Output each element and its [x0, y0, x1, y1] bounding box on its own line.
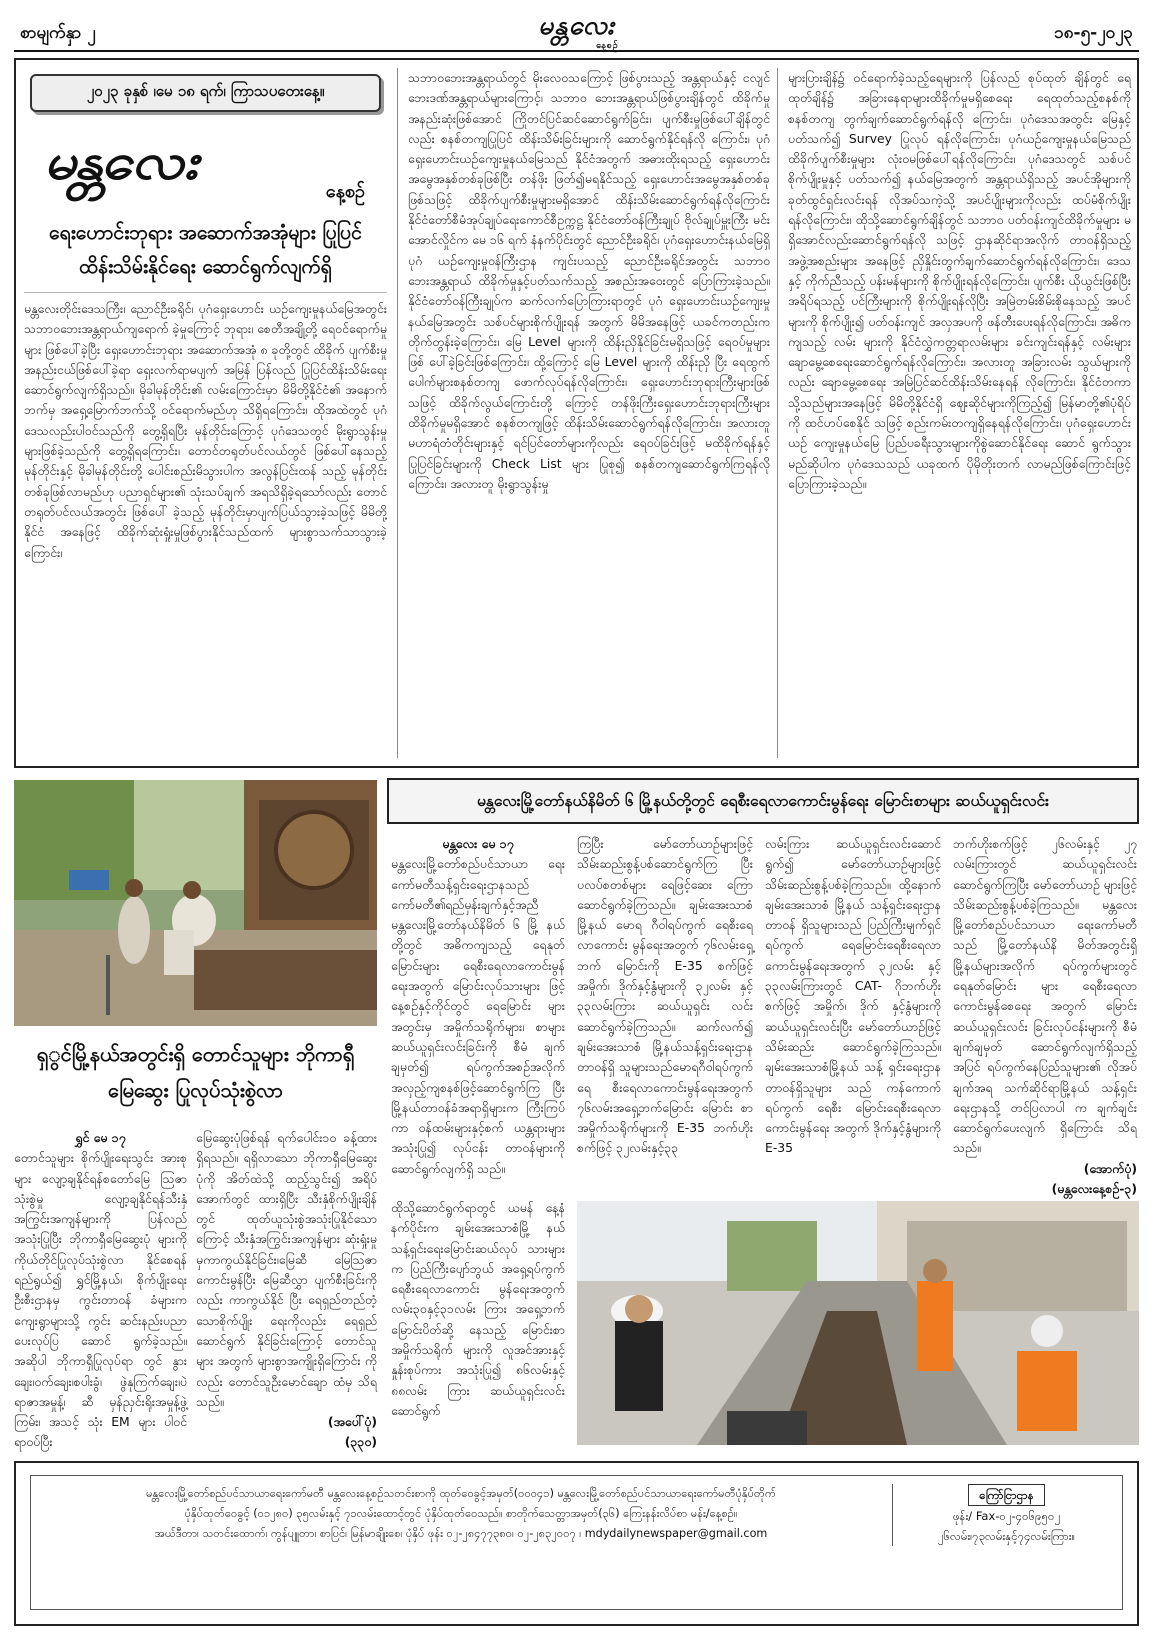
page-header: [14, 8, 1139, 52]
advertising-phone: ဖုန်း/ Fax-၀၂-၄၀၆၉၅၀၂: [952, 1509, 1061, 1523]
drain-story-text-col1: မန္တလေးမြို့တော်စည်ပင်သာယာ ရေးကော်မတီသန့်ရှင်းရေးဌာနသည် ကော်မတီ၏ရည်မှန်းချက်နှင့်အညီ မန္တလေးမြို့တော်နယ်နိမိတ် ၆ မြို့ နယ်တို့တွင် အဓိကကျသည့် ရေနုတ် မြောင်းများ ရေစီးရေလာကောင်းမွန် ရေးအတွက် မြောင်းလုပ်သားများ ဖြင့် နေ့စဉ်နှင့်ကိုင်တွင် ရေမြောင်း များအတွင်းမှ အမှိုက်သရိုက်များ၊ စာများ ဆယ်ယူရှင်းလင်းခြင်းကို စီမံ ချက်ချမှတ်၍ ရပ်ကွက်အစဉ်အလိုက် အလှည့်ကျစနစ်ဖြင့်ဆောင်ရွက်ကြ ပြီး မြို့နယ်တာဝန်ခံအရာရှိများက ကြီးကြပ်ကာ ဝန်ထမ်းများနှင့်စက် ယန္တရားများအသုံးပြု၍ လုပ်ငန်း တာဝန်များကို ဆောင်ရွက်လျက်ရှိ သည်။: [391, 856, 565, 1176]
top-story-text-col1: မန္တလေးတိုင်းဒေသကြီး၊ ညောင်ဦးခရိုင်၊ ပုဂံရှေးဟောင်း ယဉ်ကျေးမှုနယ်မြေအတွင်း သဘာဝဘေးအန္တရာယ်ကျရောက် ခဲ့မှုကြောင့် ဘုရား၊ စေတီအချို့တို့ ရေဝင်ရောက်မှုများ ဖြစ်ပေါ်ခဲ့ပြီး ရှေးဟောင်းဘုရား အဆောက်အအုံ ၈ ခုတို့တွင် ထိခိုက် ပျက်စီးမှု အနည်းငယ်ဖြစ်ပေါ်ခဲ့ရာ ရှေးလက်ရာမပျက် အမြန် ပြန်လည် ပြုပြင်ထိန်းသိမ်းရေး ဆောင်ရွက်လျက်ရှိသည်။ မိုခါမုန်တိုင်း၏ လမ်းကြောင်းမှာ မိမိတို့နိုင်ငံ၏ အနောက် ဘက်မှ အရှေ့မြောက်ဘက်သို့ ဝင်ရောက်မည်ဟု သိရှိရကြောင်း၊ ထိုအထဲတွင် ပုဂံဒေသလည်းပါဝင်သည်ကို တွေ့ရှိရပြီး မုန်တိုင်းကြောင့် ပုဂံဒေသတွင် မိုးရွာသွန်းမှုများဖြစ်ခဲ့သည်ကို တွေ့ရှိရကြောင်း၊ တောင်တရုတ်ပင်လယ်တွင် ဖြစ်ပေါ်နေသည့် မုန်တိုင်းနှင့် မိုခါမုန်တိုင်းတို့ ပေါင်းစည်းမိသွားပါက အလွန်ပြင်းထန် သည့် မုန်တိုင်းတစ်ခုဖြစ်လာမည်ဟု ပညာရှင်များ၏ သုံးသပ်ချက် အရသိရှိခဲ့ရသော်လည်း တောင်တရုတ်ပင်လယ်အတွင်း ဖြစ်ပေါ် ခဲ့သည့် မုန်တိုင်းမှာပျက်ပြယ်သွားခဲ့သဖြင့် မိမိတို့နိုင်ငံ အနေဖြင့် ထိခိုက်ဆုံးရှုံးမှုဖြစ်ပွားနိုင်သည်ထက် များစွာသက်သာသွားခဲ့ကြောင်း၊: [24, 301, 387, 560]
shan-story-headline: ရှွင်မြို့နယ်အတွင်းရှိ တောင်သူများ ဘိုကာရှီမြေဆွေး ပြုလုပ်သုံးစွဲလာ: [36, 1042, 355, 1102]
drain-story-headline: မန္တလေးမြို့တော်နယ်နိမိတ် ၆ မြို့နယ်တို့တွင် ရေစီးရေလာကောင်းမွန်ရေး မြောင်းစာများ ဆယ်ယူရှင်းလင်း: [387, 778, 1139, 824]
shan-story-text-col2: မြေဆွေးပုံဖြစ်ရန် ရက်ပေါင်း၁၀ ခန့်ထားရှိရသည်။ ရရှိလာသော ဘိုကာရှီမြေဆွေးပုံကို အိတ်ထဲသို့ ထည့်သွင်း၍ အရိပ်အောက်တွင် ထားရှိပြီး သီးနှံစိုက်ပျိုးချိန်တွင် ထုတ်ယူသုံးစွဲအသုံးပြုနိုင်သော ကြောင့် သီးနှံအကြွင်းအကျန်များ ဆုံးရှုံးမှုမှကာကွယ်နိုင်ခြင်း၊မြေဆီ မြေသြဇာကောင်းမွန်ပြီး မြေဆီလွှာ ပျက်စီးခြင်းကိုလည်း ကာကွယ်နိုင် ပြီး ရေရှည်တည်တံ့သောစိုက်ပျိုး ရေးကိုလည်း ရေရှည်ဆောင်ရွက် နိုင်ခြင်းကြောင့် တောင်သူများ အတွက် များစွာအကျိုးရှိကြောင်း ကိုလည်း တောင်သူဦးမောင်ချော ထံမှ သိရသည်။: [196, 1130, 377, 1409]
top-story-text-col2: သဘာဝဘေးအန္တရာယ်တွင် မိုးလေဝသကြောင့် ဖြစ်ပွားသည့် အန္တရာယ်နှင့် ငလျင်ဘေးဒဏ်အန္တရာယ်များကြောင့်၊ သဘာဝ ဘေးအန္တရာယ်ဖြစ်ပွားချိန်တွင် ထိခိုက်မှုအနည်းဆုံးဖြစ်အောင် ကြိုတင်ပြင်ဆင်ဆောင်ရွက်ခြင်း၊ ပျက်စီးမှုဖြစ်ပေါ်ချိန်တွင်လည်း စနစ်တကျပြုပြင် ထိန်းသိမ်းခြင်းများကို ဆောင်ရွက်နိုင်ရန်လို ကြောင်း၊ ပုဂံရှေးဟောင်းယဉ်ကျေးမှုနယ်မြေသည် နိုင်ငံအတွက် အဓားထိုးရသည့် ရှေးဟောင်းအမွေအနှစ်တစ်ခုဖြစ်ပြီး တန်ဖိုး ဖြတ်၍မရနိုင်သည့် ရှေးဟောင်းအမွေအနှစ်တစ်ခုဖြစ်သဖြင့် ထိခိုက်ပျက်စီးမှုများမရှိအောင် ထိန်းသိမ်းဆောင်ရွက်ရန်လိုကြောင်း နိုင်ငံတော်စီမံအုပ်ချုပ်ရေးကောင်စီဥက္ကဋ္ဌ နိုင်ငံတော်ဝန်ကြီးချုပ် ဗိုလ်ချုပ်မှူးကြီး မင်းအောင်လှိုင်က မေ ၁၆ ရက် နံနက်ပိုင်းတွင် ညောင်ဦးခရိုင်၊ ပုဂံရှေးဟောင်းနယ်မြေရှိ ပုဂံ ယဉ်ကျေးမှုဝန်ကြီးဌာန ကျင်းပသည့် ညောင်ဦးခရိုင်အတွင်း သဘာဝဘေးအန္တရာယ် ထိခိုက်မှုနှင့်ပတ်သက်သည့် အစည်းအဝေးတွင် ပြောကြားခဲ့သည်။ နိုင်ငံတော်ဝန်ကြီးချုပ်က ဆက်လက်ပြောကြားရာတွင် ပုဂံ ရှေးဟောင်းယဉ်ကျေးမှုနယ်မြေအတွင်း သစ်ပင်များစိုက်ပျိုးရန် အတွက် မိမိအနေဖြင့် ယခင်ကတည်းက တိုက်တွန်းခဲ့ကြောင်း၊ မြေ Level များကို ထိန်းညှိနိုင်ခြင်းမရှိသဖြင့် ရေဝပ်မှုများဖြစ် ပေါ်ခဲ့ခြင်းဖြစ်ကြောင်း၊ ထို့ကြောင့် မြေ Level များကို ထိန်းညှိ ပြီး ရေထွက်ပေါက်များစနစ်တကျ ဖောက်လုပ်ရန်လိုကြောင်း၊ ရှေးဟောင်းဘုရားကြီးများဖြစ်သဖြင့် ထိခိုက်လွယ်ကြောင်းတို့ ကြောင့် တန်ဖိုးကြီးရှေးဟောင်းဘုရားကြီးများ ထိခိုက်မှုမရှိအောင် စနစ်တကျဖြင့် ထိန်းသိမ်းဆောင်ရွက်ရန်လိုကြောင်း၊ အလားတူ မဟာရံတံတိုင်းများနှင့် ရင်ပြင်တော်များကိုလည်း ရေဝပ်ခြင်းဖြင့် မထိခိုက်ရန်နှင့် ပြုပြင်ခြင်းများကို Check List များ ပြုစု၍ စနစ်တကျဆောင်ရွက်ကြရန်လိုကြောင်း၊ အလားတူ မိုးရွာသွန်းမှု: [408, 70, 770, 491]
farmers-compost-photo: [14, 780, 377, 1026]
farmers-compost-photo-image: [14, 780, 377, 1026]
shan-story-text-col1: တောင်သူများ စိုက်ပျိုးရေးသွင်း အားစုများ လျော့ချနိုင်ရန်စတော်မြေ သြဇာသုံးစွဲမှု လျော့ချနိုင်ရန်သီးနှံ အကြွင်းအကျန်များကို ပြန်လည် အသုံးပြုပြီး ဘိုကာရှီမြေဆွေးပုံ များကို ကိုယ်တိုင်ပြုလုပ်သုံးစွဲလာ နိုင်စေရန်ရည်ရွယ်၍ ရွှင်မြို့နယ်၊ စိုက်ပျိုးရေးဦးစီးဌာနမှ ကွင်းတာဝန် ခံများက ကျေးရွာများသို့ ကွင်း ဆင်းနည်းပညာပေးလုပ်ပြ ဆောင် ရွက်ခဲ့သည်။ အဆိုပါ ဘိုကာရှီပြုလုပ်ရာ တွင် နွားချေး၊ဝက်ချေး၊စပါးခွံ၊ ဖွဲနုကြက်ချေး၊ပဲရာဇာအမှုန့်၊ ဆီ မှန်ညှင်းရိုးအမှုန့်ဖွဲ့ကြမ်း၊ အသင့် သုံး EM များ ပါဝင်ရာ၀ပ်ပြီး: [14, 1150, 187, 1450]
drain-cleaning-photo: [577, 1201, 1139, 1445]
shan-story-signature: [196, 1412, 377, 1432]
imprint-footer: [14, 1461, 1139, 1626]
drain-story-code: (မန္တလေးနေ့စဉ်-၃): [1051, 1181, 1137, 1197]
advertising-contact: [892, 1484, 1112, 1546]
drain-story-text-col4: ဘက်ဟိုးစက်ဖြင့် ၂၆လမ်းနှင့် ၂၇ လမ်းကြားတွင် ဆယ်ယူရှင်းလင်း ဆောင်ရွက်ကြပြီး မော်တော်ယာဉ် များဖြင့် သိမ်းဆည်းစွန့်ပစ်ခဲ့ကြသည်။ မန္တလေးမြို့တော်စည်ပင်သာယာ ရေးကော်မတီသည် မြို့တော်နယ်နိ မိတ်အတွင်းရှိ မြို့နယ်များအလိုက် ရပ်ကွက်များတွင် ရေနုတ်မြောင်း များ ရေစီးရေလာကောင်းမွန်စေရေး အတွက် မြောင်းဆယ်ယူရှင်းလင်း ခြင်းလုပ်ငန်းများကို စီမံချက်ချမှတ် ဆောင်ရွက်လျက်ရှိသည့်အပြင် ရပ်ကွက်နေပြည်သူများ၏ လိုအပ် ချက်အရ သက်ဆိုင်ရာမြို့နယ် သန့်ရှင်းရေးဌာနသို့ တင်ပြလာပါ က ချက်ချင်းဆောင်ရွက်ပေးလျက် ရှိကြောင်း သိရသည်။: [953, 836, 1137, 1156]
drain-story-text-col3: လမ်းကြား ဆယ်ယူရှင်းလင်းဆောင် ရွက်၍ မော်တော်ယာဉ်များဖြင့် သိမ်းဆည်းစွန့်ပစ်ခဲ့ကြသည်။ ထို့နောက် ချမ်းအေးသာစံ မြို့နယ် သန့်ရှင်းရေးဌာန တာဝန် ရှိသူများသည် ပြည်ကြီးမျက်ရှင် ရပ်ကွက် ရေမြောင်းရေစီးရေလာ ကောင်းမွန်ရေးအတွက် ၃၂လမ်း နှင့် ၃၃လမ်းကြားတွင် CAT- ဂိုဘက်ဟိုးစက်ဖြင့် အမှိုက်၊ ဒိုက် နှင့်နွံများကို ဆယ်ယူရှင်းလင်းပြီး မော်တော်ယာဉ်ဖြင့် သိမ်းဆည်း ဆောင်ရွက်ခဲ့ကြသည်။ ချမ်းအေးသာစံမြို့နယ် သန့် ရှင်းရေးဌာန တာဝန်ရှိသူများ သည် ကန်ကောက်ရပ်ကွက် ရေစီး မြောင်းရေစီးရေလာကောင်းမွန်ရေး အတွက် ဒိုက်နှင့်နွံများကို E-35: [765, 836, 941, 1156]
shan-story-code: (၃၃၀): [344, 1434, 377, 1450]
imprint-text: [41, 1484, 881, 1544]
dateline-box: ၂၀၂၃ ခုနှစ် ၊မေ ၁၈ ရက်၊ ကြာသပတေးနေ့။: [30, 74, 381, 112]
drain-cleaning-photo-image: [577, 1201, 1139, 1445]
masthead-name: မန္တလေး: [44, 131, 197, 192]
masthead-sub: နေ့စဉ်: [325, 181, 365, 202]
imprint-line-1: မန္တလေးမြို့တော်စည်ပင်သာယာရေးကော်မတီ မန္တလေးနေ့စဉ်သတင်းစာကို ထုတ်ဝေခွင့်အမှတ်(၀၀၀၄၁) မန္တလေးမြို့တော်စည်ပင်သာယာရေးကော်မတီပုံနှိပ်တိုက်: [146, 1487, 776, 1500]
top-story-column-1: [24, 68, 387, 758]
top-story-headline: ရေးဟောင်းဘုရား အဆောက်အအုံများ ပြုပြင်ထိန်းသိမ်းနိုင်ရေး ဆောင်ရွက်လျက်ရှိ: [24, 210, 387, 293]
header-logo-text: မန္တလေး: [538, 11, 615, 41]
page-number: စာမျက်နှာ ၂: [20, 23, 96, 43]
drain-story: [387, 778, 1139, 1450]
shan-story-photo-ref: (အပေါ်ပုံ): [327, 1414, 377, 1430]
header-logo-sub: နေ့စဉ်: [596, 41, 619, 51]
shan-story-column-1: [14, 1128, 187, 1450]
advertising-address: ၂၆လမ်း၊၇၃လမ်းနှင့်၇၄လမ်းကြား။: [937, 1529, 1076, 1543]
drain-story-signature: [953, 1159, 1137, 1179]
header-logo: [538, 8, 619, 51]
top-story-text-col3: များပြားချိန်၌ ဝင်ရောက်ခဲ့သည့်ရေများကို ပြန်လည် စုပ်ထုတ် ချိန်တွင် ရေထုတ်ချိန်၌ အခြားနေရာများထိခိုက်မှုမရှိစေရေး ရေထုတ်သည့်စနစ်ကို စနစ်တကျ တွက်ချက်ဆောင်ရွက်ရန်လို ကြောင်း၊ ပုဂံဒေသအတွင်း မြေနှင့်ပတ်သက်၍ Survey ပြုလုပ် ရန်လိုကြောင်း၊ ပုဂံယဉ်ကျေးမှုနယ်မြေသည် ထိခိုက်ပျက်စီးမှုများ လုံးဝမဖြစ်ပေါ်ရန်လိုကြောင်း၊ ပုဂံဒေသတွင် သစ်ပင်စိုက်ပျိုးမှုနှင့် ပတ်သက်၍ နယ်မြေအတွက် အန္တရာယ်ရှိသည့် အပင်အိုများကို ခုတ်ထွင်ရှင်းလင်းရန် လိုအပ်သကဲ့သို့ အပင်ပျိုးများကိုလည်း ထပ်မံစိုက်ပျိုးရန်လိုကြောင်း၊ ထိုသို့ဆောင်ရွက်ချိန်တွင် သဘာဝ ပတ်ဝန်းကျင်ထိခိုက်မှုများ မရှိအောင်လည်းဆောင်ရွက်ရန်လို သဖြင့် ဌာနဆိုင်ရာအလိုက် တာဝန်ရှိသည့် အဖွဲ့အစည်းများ အနေဖြင့် ညှိနှိုင်းတွက်ချက်ဆောင်ရွက်ရန်လိုကြောင်း၊ ဒေသနှင့် ကိုက်ညီသည့် ပန်းမန်များကို စိုက်ပျိုးရန်လိုကြောင်း၊ ပျက်စီး ယိုယွင်းဖြစ်ပြီး အရိပ်ရသည့် ပင်ကြီးများကို စိုက်ပျိုးရန်လိုပြီး အမြဲတမ်းစိမ်းစိုနေသည့် အပင်များကို စိုက်ပျိုး၍ ပတ်ဝန်းကျင် အလှအပကို ဖန်တီးပေးရန်လိုကြောင်း၊ အဓိကကျသည့် လမ်း များကို နိုင်ငံလွှဲကတ္တရာလမ်းများ ခင်းကျင်းရန်နှင့် လမ်းများ ချောမွေ့စေရေးဆောင်ရွက်ရန်လိုကြောင်း၊ အလားတူ အခြားလမ်း သွယ်များကိုလည်း ချောမွေ့စေရေး အမြဲပြင်ဆင်ထိန်းသိမ်းနေရန် လိုကြောင်း၊ နိုင်ငံတကာသို့သည်များအနေဖြင့် မိမိတို့နိုင်ငံရှိ ဈေးဆိုင်များကိုကြည့်၍ မြန်မာတို့၏ပုံရိပ်ကို ထင်ဟပ်စေနိုင် သဖြင့် စည်းကမ်းတကျရှိနေရန်လိုကြောင်း၊ ပုဂံရှေးဟောင်းယဉ် ကျေးမှုနယ်မြေ ပြည်ပခရီးသွားများကိုစွဲဆောင်နိုင်ရေး ဆောင် ရွက်သွားမည်ဆိုပါက ပုဂံဒေသသည် ယခုထက် ပိုမိုတိုးတက် လာမည်ဖြစ်ကြောင်းဖြင့် ပြောကြားခဲ့သည်။: [788, 70, 1131, 491]
issue-date: ၁၈-၅-၂၀၂၃: [1054, 23, 1133, 43]
drain-story-text-col1-low: ထိုသို့ဆောင်ရွက်ရာတွင် ယမန် နေ့နံနက်ပိုင်းက ချမ်းအေးသာစံမြို့ နယ် သန့်ရှင်းရေးမြောင်းဆယ်လုပ် သားများက ပြည်ကြီးပျော်ဘွယ် အရှေ့ရပ်ကွက်ရေစီးရေလာကောင်း မွန်ရေးအတွက် လမ်း၃၀နှင့်၃၁လမ်း ကြား အရှေ့ဘက်မြောင်းပိတ်ဆို့ နေသည့် မြောင်းစာအမှိုက်သရိုက် များကို လူအင်အားနှင့် နှုန်းစုပ်ကား အသုံးပြု၍ ၈၆လမ်းနှင့် ၈၈လမ်း ကြား ဆယ်ယူရှင်းလင်းဆောင်ရွက်: [391, 1200, 565, 1418]
drain-story-column-1-continued: [391, 1198, 565, 1448]
drain-story-byline: မန္တလေး မေ ၁၇: [442, 836, 514, 851]
drain-story-column-1: [391, 834, 565, 1194]
drain-story-column-4: [953, 834, 1137, 1197]
advertising-title: ကြော်ငြာဌာန: [968, 1484, 1044, 1506]
drain-story-photo-ref: (အောက်ပုံ): [1083, 1160, 1137, 1176]
imprint-line-2: ပုံနှိပ်ထုတ်ဝေခွင့် (၀၁၂၈၀) ၃၅လမ်းနှင့် ၇၁လမ်းထောင့်တွင် ပုံနှိပ်ထုတ်ဝေသည်။ စာတိုက်သေတ္တာအမှတ်(၃၆) ကြေးနန်းလိပ်စာ မန်း/နေ့စဉ်။: [184, 1507, 738, 1520]
imprint-line-3: အယ်ဒီတာ၊ သတင်းထောက်၊ ကွန်ပျူတာ၊ စာပြင်၊ မြန်မာချိုးစေ၊ ပုံနှိပ် ဖုန်း ၀၂-၂၈၄၇၇၃၈၀၊ ၀၂-၂၈၃၂၀၀၇ ၊ mdydailynewspaper@gmail.com: [154, 1527, 768, 1540]
drain-story-column-2: [577, 834, 753, 1194]
shan-story-byline: ရွှင် မေ ၁၇: [75, 1130, 126, 1145]
masthead-logo: [24, 122, 387, 210]
drain-story-text-col2: ကြပြီး မော်တော်ယာဉ်များဖြင့် သိမ်းဆည်းစွန့်ပစ်ဆောင်ရွက်ကြ ပြီး ပလပ်စတစ်များ ရေဖြင့်ဆေး ကြော ဆောင်ရွက်ခဲ့ကြသည်။ ချမ်းအေးသာစံမြို့နယ် မောရ ဂီ၀ါရပ်ကွက် ရေစီးရေလာကောင်း မွန်ရေးအတွက် ၇၆လမ်းရှေ့ဘက် မြောင်းကို E-35 စက်ဖြင့် အမှိုက်၊ ဒိုက်နှင့်နွံများကို ၃၂လမ်း နှင့် ၃၃လမ်းကြား ဆယ်ယူရှင်း လင်း ဆောင်ရွက်ခဲ့ကြသည်။ ဆက်လက်၍ ချမ်းအေးသာစံ မြို့နယ်သန့်ရှင်းရေးဌာန တာဝန်ရှိ သူများသည်မောရဂီ၀ါရပ်ကွက် ရေ စီးရေလာကောင်းမွန်ရေးအတွက် ၇၆လမ်းအရှေ့ဘက်မြောင်း မြောင်း စာအမှိုက်သရိုက်များကို E-35 ဘက်ဟိုးစက်ဖြင့် ၃၂လမ်းနှင့်၃၃: [577, 836, 753, 1156]
shan-story-column-2: [196, 1128, 377, 1450]
drain-story-column-3: [765, 834, 941, 1184]
top-story-box: [14, 58, 1139, 768]
top-story-column-2: [397, 68, 770, 758]
top-story-column-3: [777, 68, 1131, 758]
imprint-box: [30, 1475, 1123, 1610]
